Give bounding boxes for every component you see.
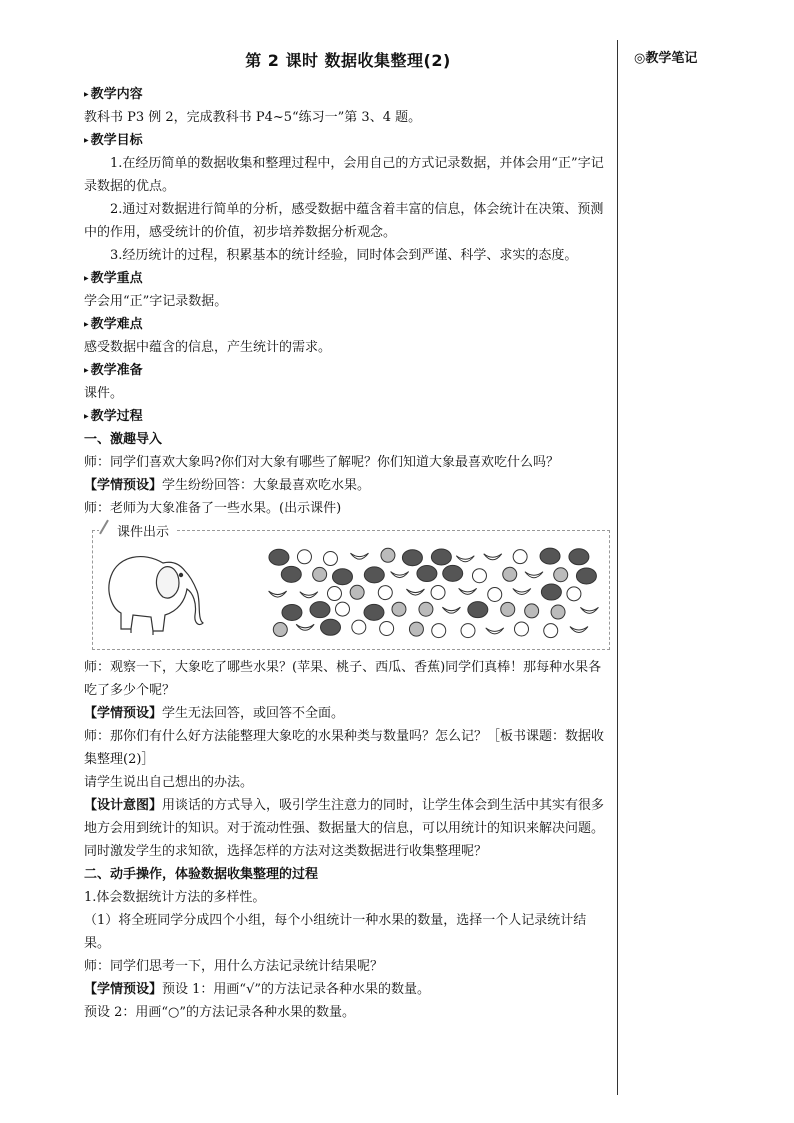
courseware-label: 课件出示 [99,521,175,540]
watermelon-icon [364,567,384,583]
design-tag: 【设计意图】 [84,798,163,813]
elephant-icon [109,557,203,635]
teacher-line-3: 师：观察一下，大象吃了哪些水果？(苹果、桃子、西瓜、香蕉)同学们真棒！那每种水果各吃了多少个呢？ [84,660,602,698]
preset-tag: 【学情预设】 [84,706,163,721]
watermelon-icon [402,550,422,566]
watermelon-icon [443,565,463,581]
teacher-line-2: 师：老师为大象准备了一些水果。(出示课件) [84,501,342,516]
watermelon-icon [282,604,302,620]
peach-icon [380,622,394,636]
apple-icon [409,622,423,636]
preset-tag: 【学情预设】 [84,982,163,997]
preset-text: 学生纷纷回答：大象最喜欢吃水果。 [162,478,371,493]
teacher-line-1: 师：同学们喜欢大象吗?你们对大象有哪些了解呢？你们知道大象最喜欢吃什么吗？ [84,455,559,470]
apple-icon [273,623,287,637]
watermelon-icon [540,548,560,564]
watermelon-icon [468,602,488,618]
apple-icon [392,602,406,616]
key-text: 学会用“正”字记录数据。 [84,294,228,309]
teacher-line-5: 请学生说出自己想出的办法。 [84,775,254,790]
section-heading-goals: ▶ 教学目标 [84,129,612,152]
goal-2: 2.通过对数据进行简单的分析，感受数据中蕴含着丰富的信息，体会统计在决策、预测中的作用，感受统计的价值，初步培养数据分析观念。 [84,202,604,240]
banana-icon [296,624,314,630]
banana-icon [525,572,543,578]
watermelon-icon [320,619,340,635]
peach-icon [567,587,581,601]
watermelon-icon [310,602,330,618]
watermelon-icon [576,568,596,584]
section-heading-key: ▶ 教学重点 [84,267,612,290]
preset-text: 预设 1：用画“√”的方法记录各种水果的数量。 [162,982,430,997]
apple-icon [419,602,433,616]
banana-icon [406,589,424,595]
design-text: 用谈话的方式导入，吸引学生注意力的同时，让学生体会到生活中其实有很多地方会用到统计的知识。对于流动性强、数据量大的信息，可以用统计的知识来解决问题。同时激发学生的求知欲，选择怎样的方法对这类数据进行收集整理呢？ [84,798,605,859]
peach-icon [323,552,337,566]
apple-icon [501,602,515,616]
watermelon-icon [541,584,561,600]
content-text: 教科书 P3 例 2，完成教科书 P4~5“练习一”第 3、4 题。 [84,110,422,125]
goal-1: 1.在经历简单的数据收集和整理过程中，会用自己的方式记录数据，并体会用“正”字记录数据的优点。 [84,156,604,194]
apple-icon [551,605,565,619]
banana-icon [456,556,474,562]
main-content [84,48,612,1024]
margin-divider [617,40,618,1095]
peach-icon [432,624,446,638]
peach-icon [514,622,528,636]
apple-icon [350,585,364,599]
apple-icon [503,567,517,581]
fruit-group [269,548,599,638]
peach-icon [352,620,366,634]
banana-icon [570,627,588,633]
watermelon-icon [569,549,589,565]
student-preset-2 [84,702,612,725]
banana-icon [484,554,502,560]
watermelon-icon [431,549,451,565]
student-preset-4: 预设 2：用画“○”的方法记录各种水果的数量。 [84,1005,356,1020]
watermelon-icon [281,566,301,582]
watermelon-icon [417,566,437,582]
teacher-line-6: 师：同学们思考一下，用什么方法记录统计结果呢？ [84,959,384,974]
part2-heading: 二、动手操作，体验数据收集整理的过程 [84,867,319,882]
banana-icon [513,589,531,595]
teaching-notes-label: ◎教学笔记 [634,51,698,66]
goal-3: 3.经历统计的过程，积累基本的统计经验，同时体会到严谨、科学、求实的态度。 [110,248,578,263]
peach-icon [327,587,341,601]
banana-icon [459,588,477,594]
banana-icon [300,592,318,598]
teacher-line-4: 师：那你们有什么好方法能整理大象吃的水果种类与数量吗？怎么记？［板书课题：数据收集整理(2)］ [84,729,605,767]
section-heading-process: ▶ 教学过程 [84,405,612,428]
section-heading-preparation: ▶ 教学准备 [84,359,612,382]
banana-icon [580,607,598,613]
watermelon-icon [364,604,384,620]
student-preset-1 [84,474,612,497]
peach-icon [431,585,445,599]
peach-icon [378,586,392,600]
banana-icon [486,628,504,634]
apple-icon [525,604,539,618]
student-preset-3 [84,978,612,1001]
step-1: 1.体会数据统计方法的多样性。 [84,890,266,905]
preset-tag: 【学情预设】 [84,478,163,493]
peach-icon [461,624,475,638]
peach-icon [544,624,558,638]
preset-text: 学生无法回答，或回答不全面。 [162,706,345,721]
peach-icon [472,569,486,583]
difficulty-text: 感受数据中蕴含的信息，产生统计的需求。 [84,340,332,355]
section-heading-difficulty: ▶ 教学难点 [84,313,612,336]
apple-icon [381,548,395,562]
peach-icon [488,587,502,601]
banana-icon [350,553,368,559]
watermelon-icon [332,569,352,585]
preparation-text: 课件。 [84,386,124,401]
courseware-box [92,525,610,650]
apple-icon [554,568,568,582]
watermelon-icon [269,549,289,565]
apple-icon [313,567,327,581]
part1-heading: 一、激趣导入 [84,432,163,447]
peach-icon [335,602,349,616]
peach-icon [513,550,527,564]
banana-icon [442,607,460,613]
banana-icon [269,591,287,597]
elephant-fruit-illustration [93,531,609,649]
design-intent [84,794,612,863]
section-heading-content: ▶ 教学内容 [84,83,612,106]
peach-icon [297,550,311,564]
banana-icon [391,572,409,578]
page-title: 第 2 课时 数据收集整理(2) [245,51,451,70]
step-1-sub: （1）将全班同学分成四个小组，每个小组统计一种水果的数量，选择一个人记录统计结果。 [84,913,587,951]
